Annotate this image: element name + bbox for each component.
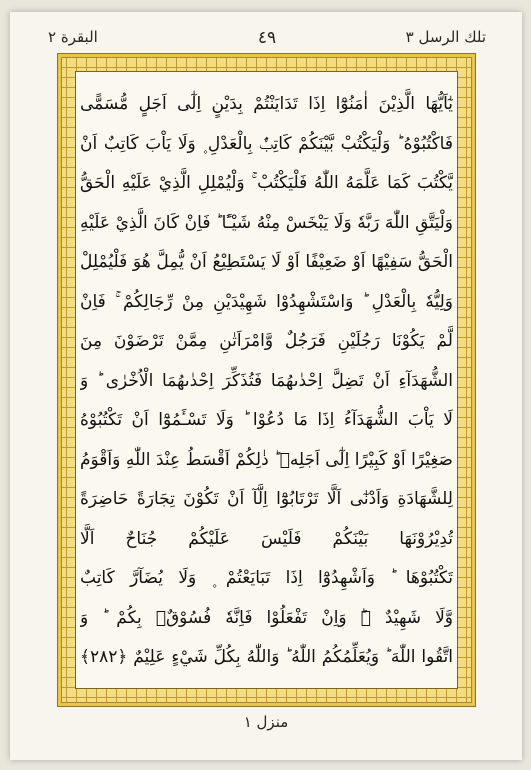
verse-line: تُدِيْرُوْنَهَا بَيْنَكُمْ فَلَيْسَ عَلَيْكُمْ جُنَاحٌ اَلَّا: [80, 521, 453, 557]
manzil-footer: منزل ١: [243, 713, 289, 731]
verse-line: وَّلَا شَهِيْدٌ ۬ؕ وَاِنْ تَفْعَلُوْا فَاِنَّهٗ فُسُوْقٌۢ بِكُمْ ؕ وَ: [80, 600, 453, 636]
verse-line: يَّكْتُبَ كَمَا عَلَّمَهُ اللّٰهُ فَلْيَكْتُبْ ۚ وَلْيُمْلِلِ الَّذِيْ عَلَيْهِ الْحَقُّ: [80, 165, 453, 201]
verse-line: الشُّهَدَآءِ اَنْ تَضِلَّ اِحْدٰىهُمَا فَتُذَكِّرَ اِحْدٰىهُمَا الْاُخْرٰى ؕ وَ: [80, 363, 453, 399]
verse-line: وَلِيُّهٗ بِالْعَدْلِ ؕ وَاسْتَشْهِدُوْا شَهِيْدَيْنِ مِنْ رِّجَالِكُمْ ۚ فَاِنْ: [80, 284, 453, 320]
verse-lines: [76, 72, 457, 688]
verse-line: وَلْيَتَّقِ اللّٰهَ رَبَّهٗ وَلَا يَبْخَسْ مِنْهُ شَيْـًٔا ؕ فَاِنْ كَانَ الَّذِيْ عَلَيْهِ: [80, 205, 453, 241]
page-header: [40, 24, 494, 54]
verse-line: لِلشَّهَادَةِ وَاَدْنٰٓى اَلَّا تَرْتَابُوْٓا اِلَّآ اَنْ تَكُوْنَ تِجَارَةً حَاضِرَةً: [80, 481, 453, 517]
verse-line: لَا يَاْبَ الشُّهَدَآءُ اِذَا مَا دُعُوْا ؕ وَلَا تَسْـَٔمُوْٓا اَنْ تَكْتُبُوْهُ: [80, 402, 453, 438]
surah-title: البقرة ٢: [48, 28, 98, 46]
verse-line: صَغِيْرًا اَوْ كَبِيْرًا اِلٰٓى اَجَلِهٖ ؕ ذٰلِكُمْ اَقْسَطُ عِنْدَ اللّٰهِ وَاَقْوَمُ: [80, 442, 453, 478]
verse-line: الْحَقُّ سَفِيْهًا اَوْ ضَعِيْفًا اَوْ لَا يَسْتَطِيْعُ اَنْ يُّمِلَّ هُوَ فَلْيُمْلِلْ: [80, 244, 453, 280]
verse-line: فَاكْتُبُوْهُ ؕ وَلْيَكْتُبْ بَّيْنَكُمْ كَاتِبٌۢ بِالْعَدْلِ ۪ وَلَا يَاْبَ كَاتِبٌ اَنْ: [80, 126, 453, 162]
para-title: تلك الرسل ٣: [405, 28, 486, 46]
verse-line: يٰٓاَيُّهَا الَّذِيْنَ اٰمَنُوْٓا اِذَا تَدَايَنْتُمْ بِدَيْنٍ اِلٰٓى اَجَلٍ مُّسَمًّى: [80, 86, 453, 122]
ornamental-frame: [57, 53, 476, 707]
page-number: ٤٩: [257, 28, 277, 48]
verse-line: اتَّقُوا اللّٰهَ ؕ وَيُعَلِّمُكُمُ اللّٰهُ ؕ وَاللّٰهُ بِكُلِّ شَيْءٍ عَلِيْمٌ ﴿۲۸۲﴾: [80, 639, 453, 675]
verse-line: لَّمْ يَكُوْنَا رَجُلَيْنِ فَرَجُلٌ وَّامْرَاَتٰنِ مِمَّنْ تَرْضَوْنَ مِنَ: [80, 323, 453, 359]
mushaf-page: [10, 12, 522, 760]
verse-line: تَكْتُبُوْهَا ؕ وَاَشْهِدُوْٓا اِذَا تَبَايَعْتُمْ ۪ وَلَا يُضَآرَّ كَاتِبٌ: [80, 560, 453, 596]
text-panel: [75, 71, 458, 689]
